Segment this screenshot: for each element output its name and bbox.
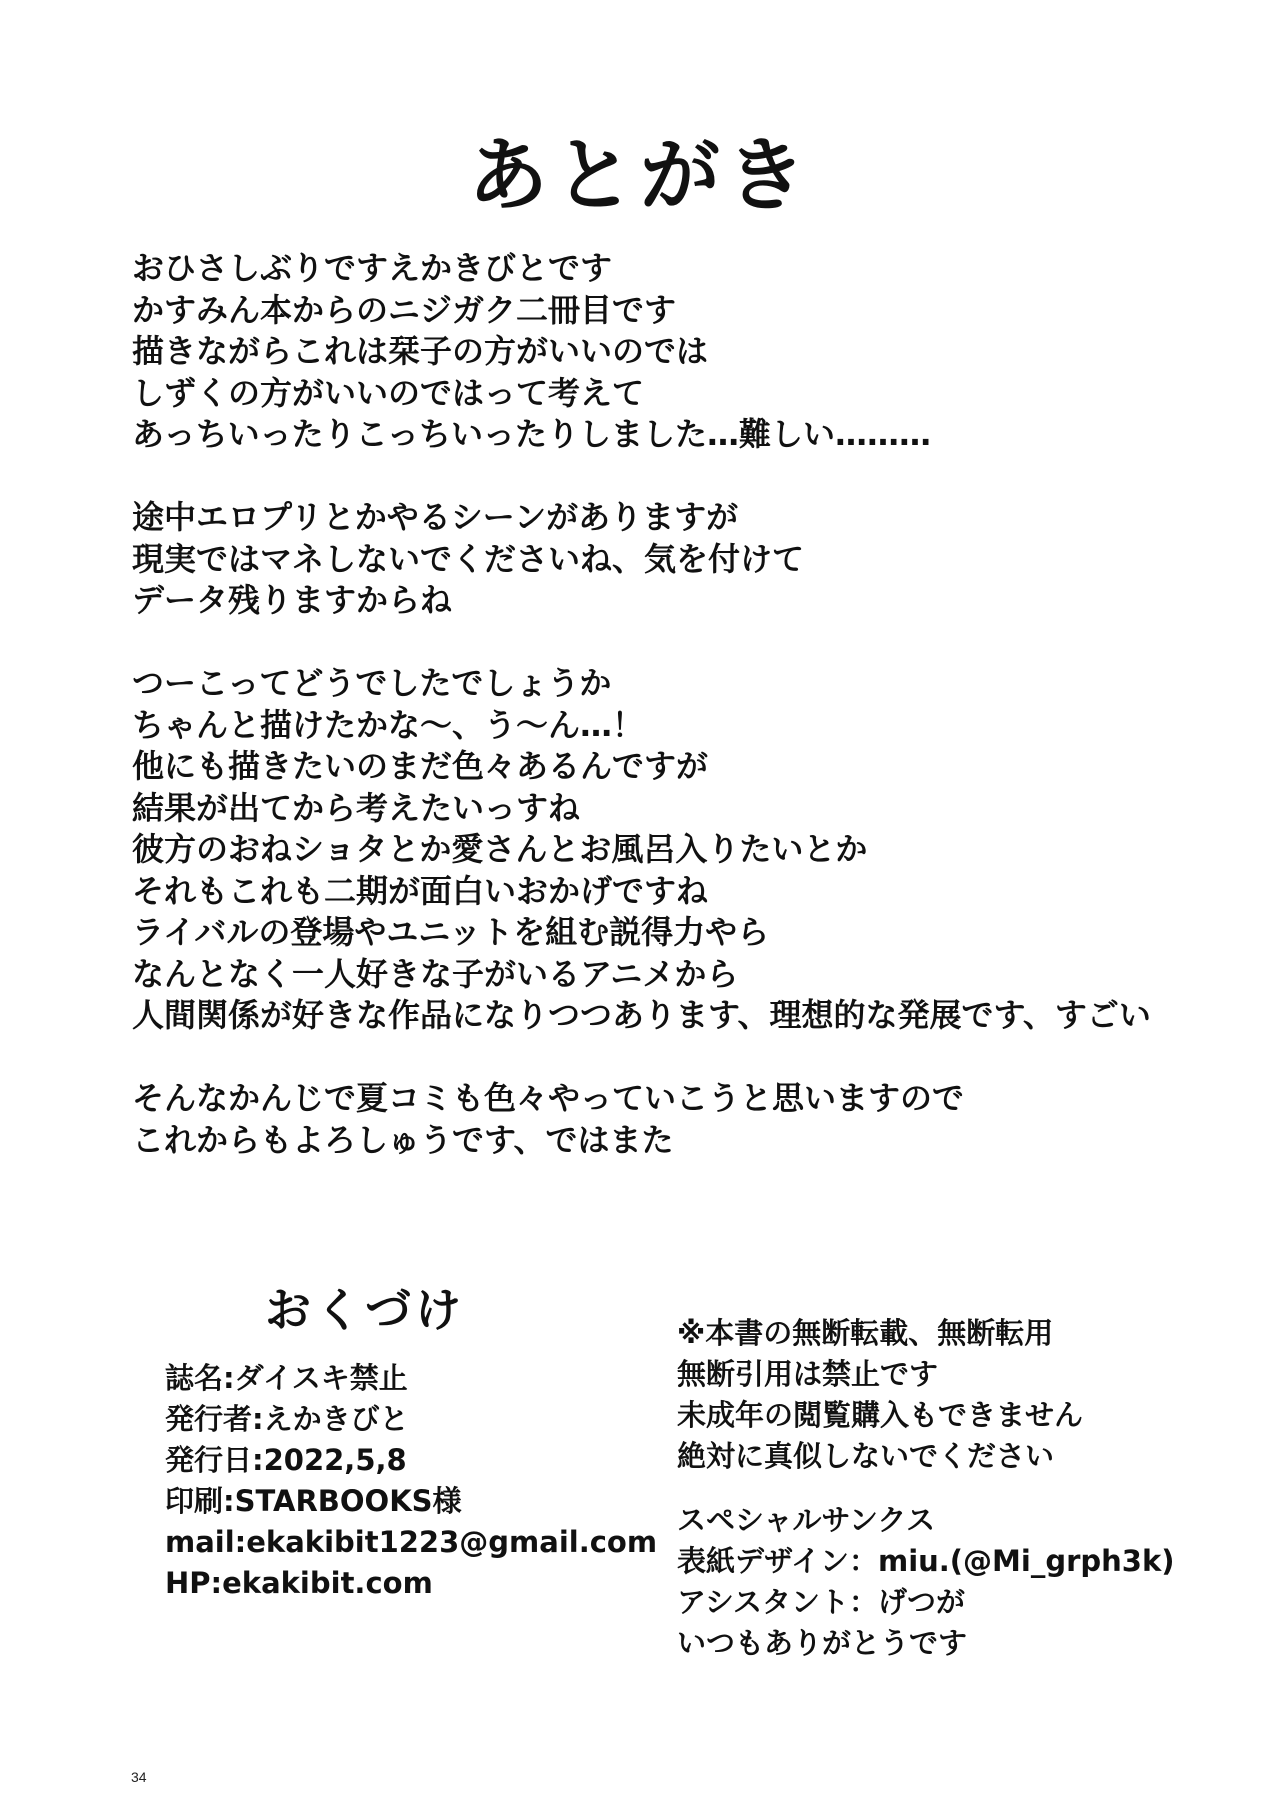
afterword-line: つーこってどうでしたでしょうか [132, 664, 612, 702]
colophon-printer: 印刷:STARBOOKS様 [165, 1484, 462, 1518]
copyright-notice [677, 1313, 1197, 1477]
colophon-details [165, 1358, 658, 1604]
colophon-publisher: 発行者:えかきびと [165, 1402, 409, 1436]
afterword-body [132, 248, 1192, 1161]
afterword-line: そんなかんじで夏コミも色々やっていこうと思いますので [132, 1079, 965, 1117]
afterword-line: 途中エロプリとかやるシーンがありますが [132, 498, 739, 536]
afterword-line: 人間関係が好きな作品になりつつあります、理想的な発展です、すごい [132, 996, 1151, 1034]
special-thanks [677, 1500, 1237, 1664]
afterword-line: 彼方のおねショタとか愛さんとお風呂入りたいとか [132, 830, 868, 868]
afterword-line: データ残りますからね [132, 581, 453, 619]
notice-line: 絶対に真似しないでください [677, 1439, 1055, 1473]
notice-line: 未成年の閲覧購入もできません [677, 1398, 1084, 1432]
page-title: あとがき [468, 129, 812, 222]
afterword-line: ライバルの登場やユニットを組む説得力やら [132, 913, 770, 951]
afterword-line: それもこれも二期が面白いおかげですね [132, 871, 709, 910]
thanks-cover-design: 表紙デザイン：miu.(@Mi_grph3k) [677, 1544, 1175, 1578]
paragraph-gap [132, 622, 1192, 664]
afterword-line: 結果が出てから考えたいっすね [132, 788, 581, 827]
afterword-line: おひさしぶりですえかきびとです [132, 249, 613, 287]
page-number: 34 [131, 1769, 147, 1785]
afterword-line: ちゃんと描けたかな〜、う〜ん…！ [132, 705, 645, 744]
afterword-line: なんとなく一人好きな子がいるアニメから [132, 954, 739, 993]
thanks-assistant: アシスタント：げつが [677, 1585, 965, 1619]
thanks-closing: いつもありがとうです [677, 1626, 968, 1660]
colophon-title: おくづけ [265, 1283, 465, 1337]
colophon-magazine-name: 誌名:ダイスキ禁止 [165, 1361, 408, 1395]
thanks-heading: スペシャルサンクス [677, 1503, 936, 1537]
afterword-line: 描きながらこれは栞子の方がいいのでは [132, 332, 709, 370]
afterword-line: 現実ではマネしないでくださいね、気を付けて [132, 539, 805, 578]
paragraph-gap [132, 456, 1192, 498]
afterword-line: 他にも描きたいのまだ色々あるんですが [132, 747, 709, 785]
afterword-line: これからもよろしゅうです、ではまた [132, 1120, 674, 1159]
colophon-mail: mail:ekakibit1223@gmail.com [165, 1525, 658, 1559]
afterword-line: あっちいったりこっちいったりしました…難しい……… [132, 415, 932, 453]
colophon-publish-date: 発行日:2022,5,8 [165, 1443, 407, 1477]
colophon-homepage: HP:ekakibit.com [165, 1566, 433, 1600]
notice-line: ※本書の無断転載、無断転用 [677, 1316, 1054, 1350]
afterword-line: しずくの方がいいのではって考えて [132, 373, 645, 412]
paragraph-gap [132, 1037, 1192, 1079]
afterword-line: かすみん本からのニジガク二冊目です [132, 290, 677, 329]
notice-line: 無断引用は禁止です [677, 1357, 939, 1391]
